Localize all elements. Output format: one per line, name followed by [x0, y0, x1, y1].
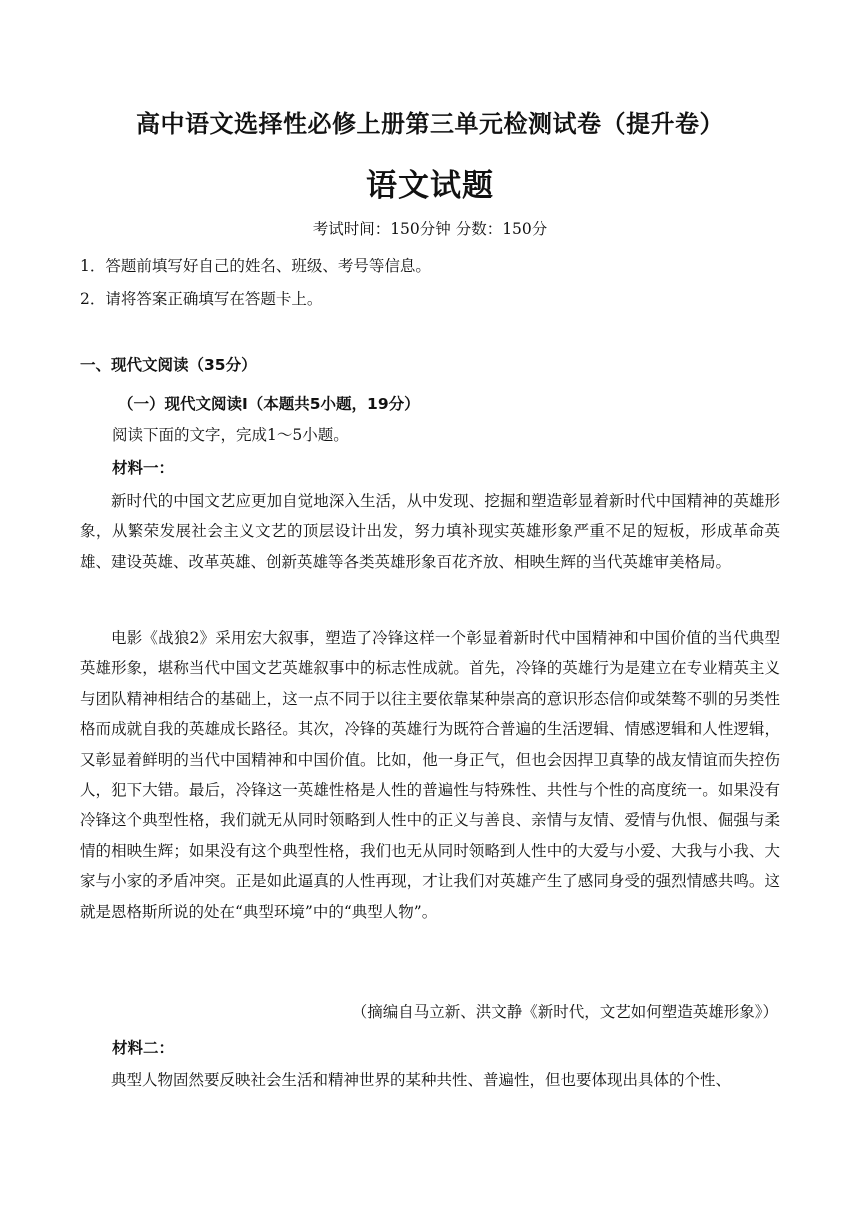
exam-info: 考试时间：150分钟 分数：150分	[312, 220, 548, 238]
material-2-paragraph: 典型人物固然要反映社会生活和精神世界的某种共性、普遍性，但也要体现出具体的个性、	[111, 1071, 732, 1089]
material-1-paragraph-2: 电影《战狼2》采用宏大叙事，塑造了冷锋这样一个彰显着新时代中国精神和中国价值的当代典型英雄形象，堪称当代中国文艺英雄叙事中的标志性成就。首先，冷锋的英雄行为是建立在专业精英主义与团队精神相结合的基础上，这一点不同于以往主要依靠某种崇高的意识形态信仰或桀骜不驯的另类性格而成就自我的英雄成长路径。其次，冷锋的英雄行为既符合普遍的生活逻辑、情感逻辑和人性逻辑，又彰显着鲜明的当代中国精神和中国价值。比如，他一身正气，但也会因捍卫真挚的战友情谊而失控伤人，犯下大错。最后，冷锋这一英雄性格是人性的普遍性与特殊性、共性与个性的高度统一。如果没有冷锋这个典型性格，我们就无从同时领略到人性中的正义与善良、亲情与友情、爱情与仇恨、倔强与柔情的相映生辉；如果没有这个典型性格，我们也无从同时领略到人性中的大爱与小爱、大我与小我、大家与小家的矛盾冲突。正是如此逼真的人性再现，才让我们对英雄产生了感同身受的强烈情感共鸣。这就是恩格斯所说的处在“典型环境”中的“典型人物”。	[80, 629, 780, 921]
exam-subtitle: 语文试题	[366, 168, 494, 204]
note-2: 2．请将答案正确填写在答题卡上。	[80, 290, 323, 308]
material-1-paragraph-1: 新时代的中国文艺应更加自觉地深入生活，从中发现、挖掘和塑造彰显着新时代中国精神的英雄形象，从繁荣发展社会主义文艺的顶层设计出发，努力填补现实英雄形象严重不足的短板，形成革命英雄、建设英雄、改革英雄、创新英雄等各类英雄形象百花齐放、相映生辉的当代英雄审美格局。	[80, 492, 780, 571]
material-1-label: 材料一：	[112, 459, 175, 477]
material-1-source: （摘编自马立新、洪文静《新时代，文艺如何塑造英雄形象》）	[351, 1003, 778, 1021]
note-1: 1．答题前填写好自己的姓名、班级、考号等信息。	[80, 257, 431, 275]
section-instruction: 阅读下面的文字，完成1～5小题。	[112, 426, 349, 444]
section-heading: 一、现代文阅读（35分）	[80, 356, 257, 374]
material-2-label: 材料二：	[112, 1039, 175, 1057]
exam-title: 高中语文选择性必修上册第三单元检测试卷（提升卷）	[136, 110, 724, 138]
section-subheading: （一）现代文阅读Ⅰ（本题共5小题，19分）	[118, 395, 420, 413]
